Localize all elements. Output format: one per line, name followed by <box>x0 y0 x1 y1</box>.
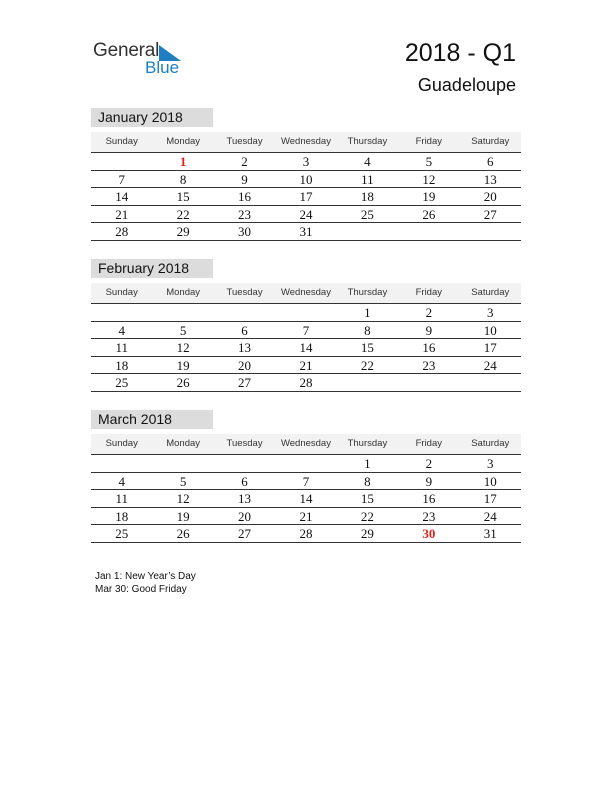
day-cell: 11 <box>115 340 128 355</box>
day-cell: 8 <box>364 322 371 338</box>
week-row <box>91 223 521 241</box>
week-row <box>91 455 521 473</box>
day-cell: 15 <box>360 340 374 355</box>
day-cell: 18 <box>360 189 374 204</box>
day-cell: 16 <box>422 340 436 355</box>
month-title: February 2018 <box>91 259 213 278</box>
weekday-label: Sunday <box>105 438 138 449</box>
weekday-header-row <box>91 434 521 455</box>
day-cell: 10 <box>299 171 313 187</box>
day-cell: 23 <box>422 357 436 373</box>
month-title: March 2018 <box>91 410 213 429</box>
weekday-label: Thursday <box>347 287 388 298</box>
weekday-label: Monday <box>166 136 201 147</box>
day-cell: 31 <box>299 224 313 239</box>
day-cell: 20 <box>483 189 497 204</box>
day-cell: 3 <box>486 305 494 320</box>
day-cell: 29 <box>176 224 190 239</box>
weekday-label: Sunday <box>105 287 138 298</box>
day-cell: 15 <box>360 491 374 506</box>
day-cell: 10 <box>483 322 497 338</box>
day-cell <box>214 455 275 472</box>
logo-general-text: General <box>93 40 160 61</box>
day-cell: 1 <box>364 305 371 320</box>
day-cell: 21 <box>115 206 129 222</box>
day-cell: 9 <box>241 171 248 187</box>
day-cell: 6 <box>486 154 494 169</box>
week-row <box>91 339 521 357</box>
day-cell: 8 <box>364 473 371 489</box>
week-row <box>91 525 521 543</box>
day-cell: 23 <box>422 508 436 524</box>
day-cell: 10 <box>483 473 497 489</box>
day-cell: 4 <box>364 154 371 169</box>
day-cell <box>214 304 275 321</box>
week-row <box>91 322 521 340</box>
day-cell: 16 <box>422 491 436 506</box>
weekday-label: Friday <box>415 136 443 147</box>
day-cell: 18 <box>115 357 129 373</box>
day-cell: 1 <box>364 456 371 471</box>
day-cell: 30 <box>422 526 436 541</box>
day-cell: 6 <box>241 322 248 338</box>
day-cell <box>275 304 336 321</box>
day-cell: 25 <box>115 375 129 390</box>
day-cell: 27 <box>238 526 252 541</box>
weekday-label: Thursday <box>347 136 388 147</box>
day-cell: 25 <box>115 526 129 541</box>
day-cell: 24 <box>483 508 497 524</box>
day-cell: 5 <box>179 473 187 489</box>
day-cell: 15 <box>176 189 190 204</box>
day-cell: 26 <box>176 375 190 390</box>
holiday-notes <box>95 570 196 596</box>
weekday-label: Monday <box>166 287 201 298</box>
month-title: January 2018 <box>91 108 213 127</box>
day-cell: 7 <box>302 322 310 338</box>
day-cell: 19 <box>176 508 190 524</box>
day-cell: 25 <box>360 206 374 222</box>
day-cell: 28 <box>115 224 129 239</box>
weekday-label: Saturday <box>471 136 510 147</box>
weekday-label: Sunday <box>105 136 138 147</box>
day-cell <box>91 304 152 321</box>
day-cell <box>460 223 521 240</box>
day-cell: 3 <box>486 456 494 471</box>
week-row <box>91 473 521 491</box>
day-cell: 5 <box>425 154 433 169</box>
weekday-header-row <box>91 132 521 153</box>
page-title: 2018 - Q1 <box>404 39 516 67</box>
day-cell: 24 <box>483 357 497 373</box>
day-cell: 7 <box>302 473 310 489</box>
day-cell: 21 <box>299 508 313 524</box>
weekday-label: Friday <box>415 438 443 449</box>
day-cell: 22 <box>360 357 374 373</box>
week-row <box>91 304 521 322</box>
weekday-label: Thursday <box>347 438 388 449</box>
day-cell: 28 <box>299 375 313 390</box>
day-cell: 27 <box>483 206 497 222</box>
country-name: Guadeloupe <box>417 75 516 95</box>
day-cell: 4 <box>118 473 125 489</box>
week-row <box>91 490 521 508</box>
month-grid <box>91 455 521 543</box>
day-cell: 17 <box>483 491 497 506</box>
weekday-label: Tuesday <box>226 438 263 449</box>
day-cell: 12 <box>176 491 190 506</box>
week-row <box>91 188 521 206</box>
week-row <box>91 153 521 171</box>
weekday-label: Tuesday <box>226 287 263 298</box>
day-cell <box>91 455 152 472</box>
day-cell: 12 <box>176 340 190 355</box>
holiday-note: Jan 1: New Year’s Day <box>95 571 196 582</box>
holiday-note: Mar 30: Good Friday <box>95 584 187 595</box>
day-cell <box>91 153 152 170</box>
day-cell <box>275 455 336 472</box>
day-cell: 28 <box>299 526 313 541</box>
day-cell: 2 <box>425 305 433 320</box>
day-cell: 14 <box>299 340 313 355</box>
month-february <box>91 259 521 392</box>
day-cell: 6 <box>241 473 248 489</box>
day-cell: 29 <box>360 526 374 541</box>
weekday-label: Monday <box>166 438 201 449</box>
month-grid <box>91 304 521 392</box>
week-row <box>91 508 521 526</box>
day-cell: 21 <box>299 357 313 373</box>
month-march <box>91 410 521 543</box>
week-row <box>91 357 521 375</box>
day-cell: 14 <box>115 189 129 204</box>
day-cell: 1 <box>179 154 187 169</box>
logo-blue-text: Blue <box>145 58 180 77</box>
weekday-label: Saturday <box>471 438 510 449</box>
weekday-label: Friday <box>415 287 443 298</box>
day-cell <box>152 455 213 472</box>
day-cell: 14 <box>299 491 313 506</box>
day-cell: 27 <box>238 375 252 390</box>
day-cell <box>152 304 213 321</box>
day-cell: 20 <box>238 508 252 524</box>
day-cell <box>337 374 398 391</box>
day-cell: 11 <box>115 491 128 506</box>
week-row <box>91 374 521 392</box>
day-cell: 13 <box>238 340 252 355</box>
day-cell: 4 <box>118 322 125 338</box>
day-cell: 2 <box>425 456 433 471</box>
day-cell: 23 <box>238 206 252 222</box>
day-cell <box>337 223 398 240</box>
month-january <box>91 108 521 241</box>
weekday-label: Tuesday <box>226 136 263 147</box>
day-cell: 2 <box>241 154 248 169</box>
day-cell: 22 <box>360 508 374 524</box>
day-cell: 26 <box>422 206 436 222</box>
month-grid <box>91 153 521 241</box>
day-cell: 11 <box>361 171 374 187</box>
weekday-label: Saturday <box>471 287 510 298</box>
day-cell: 18 <box>115 508 129 524</box>
day-cell <box>460 374 521 391</box>
week-row <box>91 171 521 189</box>
day-cell: 13 <box>483 171 497 187</box>
day-cell: 19 <box>176 357 190 373</box>
weekday-label: Wednesday <box>280 438 331 449</box>
day-cell: 12 <box>422 171 436 187</box>
day-cell: 31 <box>483 526 497 541</box>
day-cell: 8 <box>179 171 187 187</box>
day-cell: 3 <box>302 154 310 169</box>
day-cell: 20 <box>238 357 252 373</box>
day-cell: 5 <box>179 322 187 338</box>
day-cell <box>398 374 459 391</box>
day-cell: 7 <box>118 171 125 187</box>
day-cell: 24 <box>299 206 313 222</box>
day-cell: 22 <box>176 206 190 222</box>
weekday-header-row <box>91 283 521 304</box>
day-cell: 16 <box>238 189 252 204</box>
day-cell <box>398 223 459 240</box>
day-cell: 19 <box>422 189 436 204</box>
week-row <box>91 206 521 224</box>
day-cell: 9 <box>425 473 433 489</box>
weekday-label: Wednesday <box>280 287 331 298</box>
day-cell: 9 <box>425 322 433 338</box>
day-cell: 17 <box>483 340 497 355</box>
day-cell: 26 <box>176 526 190 541</box>
day-cell: 17 <box>299 189 313 204</box>
weekday-label: Wednesday <box>280 136 331 147</box>
day-cell: 30 <box>238 224 252 239</box>
day-cell: 13 <box>238 491 252 506</box>
generalblue-logo <box>93 40 193 80</box>
